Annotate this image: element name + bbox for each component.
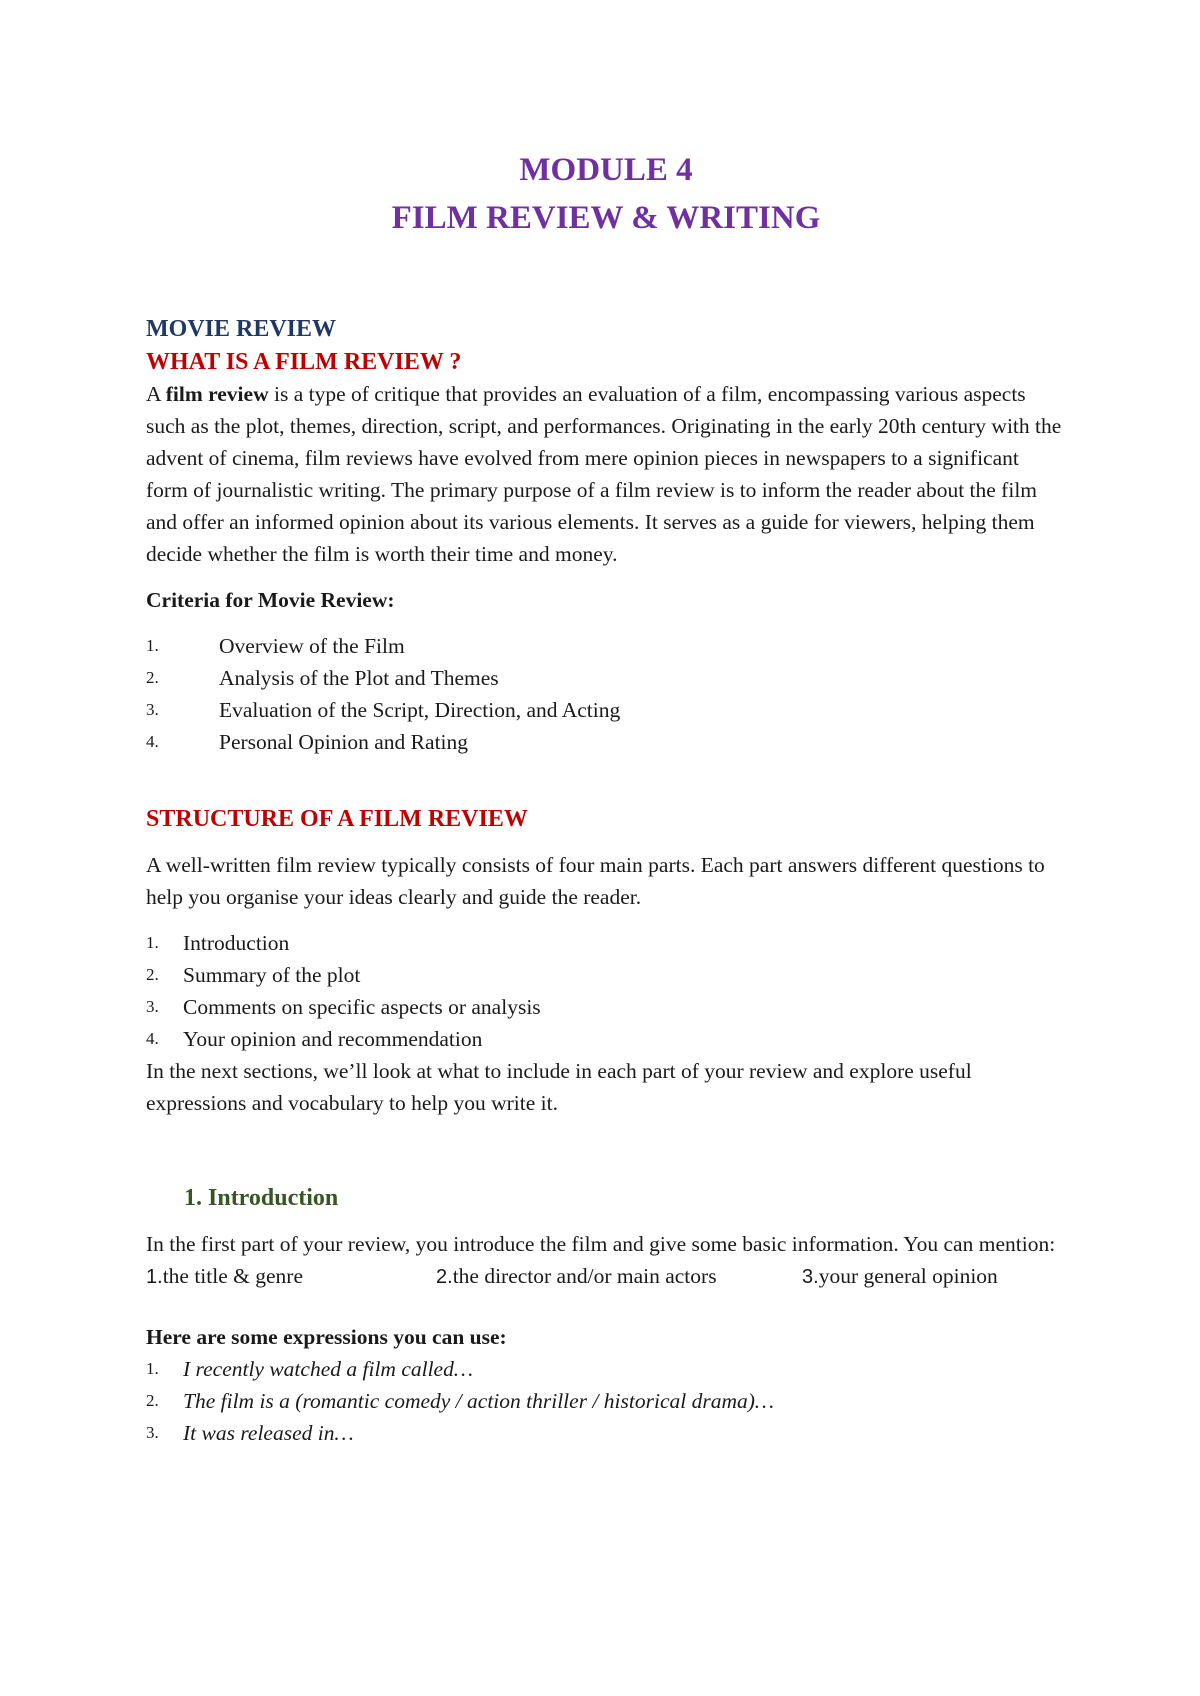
list-item: 3. Comments on specific aspects or analysis [146,995,541,1019]
list-item: 4. Your opinion and recommendation [146,1027,483,1051]
what-is-film-review-heading: WHAT IS A FILM REVIEW ? [146,349,462,375]
list-item: 3. Evaluation of the Script, Direction, and Acting [146,698,621,722]
expressions-heading: Here are some expressions you can use: [146,1325,507,1349]
mention-item: 1.the title & genre [146,1264,303,1288]
list-item: 1. I recently watched a film called… [146,1357,473,1381]
introduction-heading: 1. Introduction [184,1185,339,1211]
mention-item: 2.the director and/or main actors [436,1264,717,1288]
list-item: 1. Introduction [146,931,290,955]
criteria-list [146,630,1066,758]
structure-heading: STRUCTURE OF A FILM REVIEW [146,806,528,832]
document-content [146,146,1066,1449]
list-item: 2. The film is a (romantic comedy / action thriller / historical drama)… [146,1389,775,1413]
list-item: 2. Analysis of the Plot and Themes [146,666,499,690]
list-item: 2. Summary of the plot [146,963,361,987]
list-item: 4. Personal Opinion and Rating [146,730,469,754]
movie-review-heading: MOVIE REVIEW [146,316,337,342]
list-item: 1. Overview of the Film [146,634,405,658]
mention-item: 3.your general opinion [802,1264,998,1288]
list-item: 3. It was released in… [146,1421,354,1445]
structure-intro: A well-written film review typically consists of four main parts. Each part answers different questions to help you organise your ideas clearly and guide the reader. [146,853,1045,909]
module-title: MODULE 4 [519,152,693,188]
module-subtitle: FILM REVIEW & WRITING [391,200,821,236]
film-review-definition: A film review is a type of critique that provides an evaluation of a film, encompassing various aspects such as the plot, themes, direction, script, and performances. Originating in the early 20th century with the advent of cinema, film reviews have evolved from mere opinion pieces in newspapers to a significant form of journalistic writing. The primary purpose of a film review is to inform the reader about the film and offer an informed opinion about its various elements. It serves as a guide for viewers, helping them decide whether the film is worth their time and money. [146,382,1062,566]
structure-parts-list [146,927,1066,1055]
film-review-term: film review [165,382,269,406]
criteria-heading: Criteria for Movie Review: [146,588,395,612]
introduction-intro: In the first part of your review, you introduce the film and give some basic information. You can mention: [146,1232,1056,1256]
mention-row [146,1260,1066,1293]
structure-outro: In the next sections, we’ll look at what to include in each part of your review and explore useful expressions and vocabulary to help you write it. [146,1059,972,1115]
expressions-list [146,1353,1066,1449]
